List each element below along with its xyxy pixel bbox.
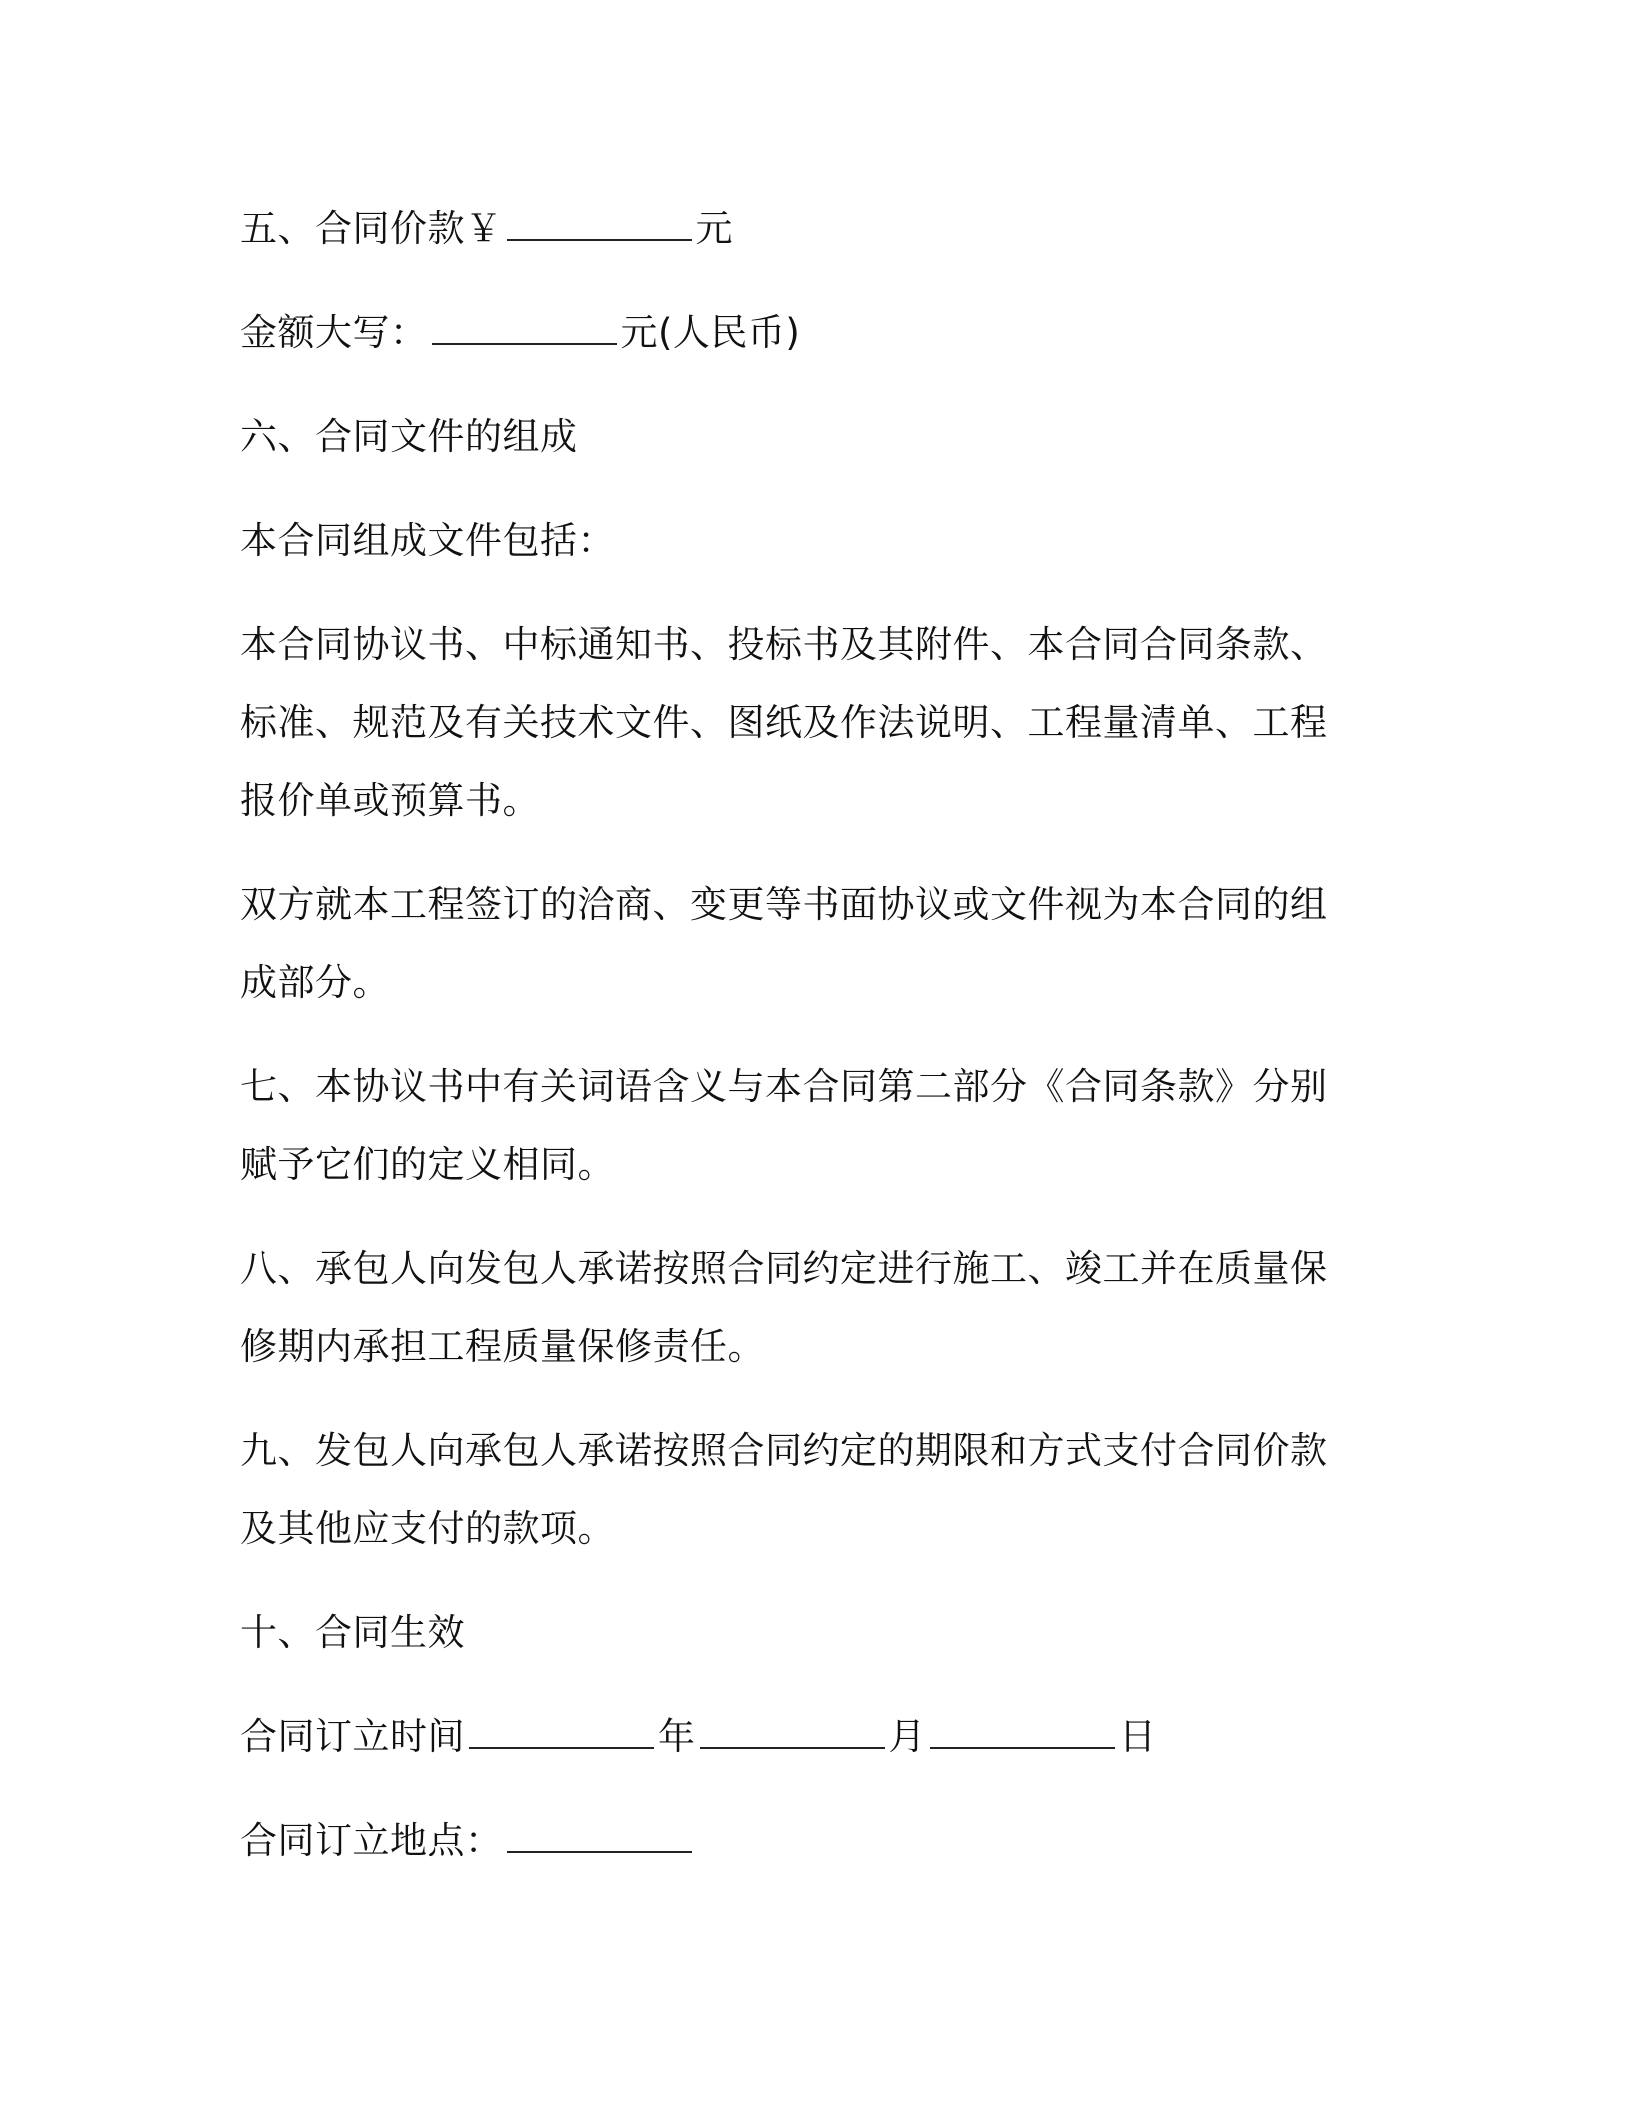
year-label: 年 [658, 1715, 696, 1758]
contract-price-label: 五、合同价款￥ [240, 207, 503, 250]
signing-month-blank[interactable] [700, 1717, 885, 1749]
section-nine-paragraph: 九、发包人向承包人承诺按照合同约定的期限和方式支付合同价款及其他应支付的款项。 [240, 1429, 1328, 1550]
signing-year-blank[interactable] [469, 1717, 654, 1749]
month-label: 月 [888, 1715, 926, 1758]
signing-place-line [240, 1802, 1360, 1880]
amount-in-words-blank[interactable] [432, 313, 617, 345]
documents-intro: 本合同组成文件包括： [240, 519, 615, 562]
day-label: 日 [1119, 1715, 1157, 1758]
supplementary-agreements-paragraph: 双方就本工程签订的洽商、变更等书面协议或文件视为本合同的组成部分。 [240, 883, 1328, 1004]
signing-day-blank[interactable] [930, 1717, 1115, 1749]
amount-in-words-unit: 元(人民币) [620, 311, 801, 354]
section-six-heading: 六、合同文件的组成 [240, 415, 578, 458]
signing-date-line [240, 1698, 1360, 1776]
signing-date-label: 合同订立时间 [240, 1715, 465, 1758]
documents-list-paragraph: 本合同协议书、中标通知书、投标书及其附件、本合同合同条款、标准、规范及有关技术文件、图纸及作法说明、工程量清单、工程报价单或预算书。 [240, 623, 1328, 822]
signing-place-blank[interactable] [507, 1821, 692, 1853]
amount-in-words-label: 金额大写： [240, 311, 428, 354]
contract-price-unit: 元 [695, 207, 733, 250]
signing-place-label: 合同订立地点： [240, 1819, 503, 1862]
section-seven-paragraph: 七、本协议书中有关词语含义与本合同第二部分《合同条款》分别赋予它们的定义相同。 [240, 1065, 1328, 1186]
section-ten-heading: 十、合同生效 [240, 1611, 465, 1654]
section-eight-paragraph: 八、承包人向发包人承诺按照合同约定进行施工、竣工并在质量保修期内承担工程质量保修责任。 [240, 1247, 1328, 1368]
contract-price-blank[interactable] [507, 209, 692, 241]
contract-price-line [240, 190, 1360, 268]
amount-in-words-line [240, 294, 1360, 372]
document-body [240, 190, 1360, 1906]
